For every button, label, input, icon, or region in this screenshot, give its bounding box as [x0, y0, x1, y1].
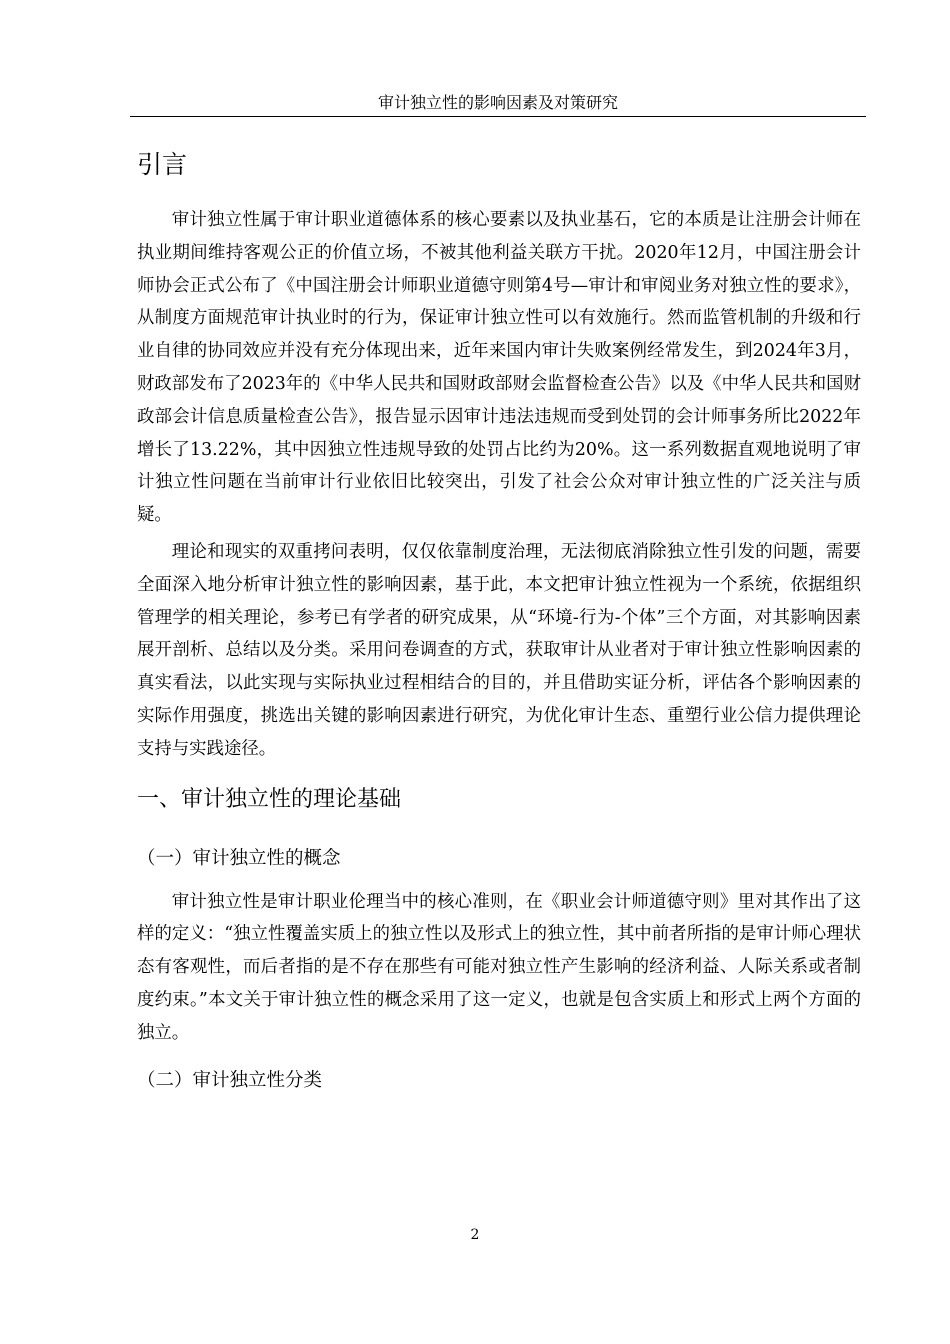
header-title: 审计独立性的影响因素及对策研究 [377, 93, 618, 112]
chapter-1-heading: 一、审计独立性的理论基础 [137, 786, 402, 812]
intro-paragraph-1: 审计独立性属于审计职业道德体系的核心要素以及执业基石，它的本质是让注册会计师在执业期间维持客观公正的价值立场，不被其他利益关联方干扰。2020年12月，中国注册会计师协会正式公布了《中国注册会计师职业道德守则第4号—审计和审阅业务对独立性的要求》，从制度方面规范审计执业时的行为，保证审计独立性可以有效施行。然而监管机制的升级和行业自律的协同效应并没有充分体现出来，近年来国内审计失败案例经常发生，到2024年3月，财政部发布了2023年的《中华人民共和国财政部财会监督检查公告》以及《中华人民共和国财政部会计信息质量检查公告》，报告显示因审计违法违规而受到处罚的会计师事务所比2022年增长了13.22%，其中因独立性违规导致的处罚占比约为20%。这一系列数据直观地说明了审计独立性问题在当前审计行业依旧比较突出，引发了社会公众对审计独立性的广泛关注与质疑。 [137, 210, 861, 526]
document-body [137, 148, 861, 1096]
page-number: 2 [470, 1227, 480, 1243]
intro-paragraph-2: 理论和现实的双重拷问表明，仅仅依靠制度治理，无法彻底消除独立性引发的问题，需要全面深入地分析审计独立性的影响因素，基于此，本文把审计独立性视为一个系统，依据组织管理学的相关理论，参考已有学者的研究成果，从“环境-行为-个体”三个方面，对其影响因素展开剖析、总结以及分类。采用问卷调查的方式，获取审计从业者对于审计独立性影响因素的真实看法，以此实现与实际执业过程相结合的目的，并且借助实证分析，评估各个影响因素的实际作用强度，挑选出关键的影响因素进行研究，为优化审计生态、重塑行业公信力提供理论支持与实践途径。 [137, 541, 861, 759]
page-header [130, 92, 866, 117]
section-1-paragraph: 审计独立性是审计职业伦理当中的核心准则，在《职业会计师道德守则》里对其作出了这样的定义：“独立性覆盖实质上的独立性以及形式上的独立性，其中前者所指的是审计师心理状态有客观性，而后者指的是不存在那些有可能对独立性产生影响的经济利益、人际关系或者制度约束。”本文关于审计独立性的概念采用了这一定义，也就是包含实质上和形式上两个方面的独立。 [137, 891, 861, 1043]
intro-heading: 引言 [137, 150, 188, 179]
section-1-heading: （一）审计独立性的概念 [137, 847, 341, 869]
section-2-heading: （二）审计独立性分类 [137, 1069, 323, 1091]
